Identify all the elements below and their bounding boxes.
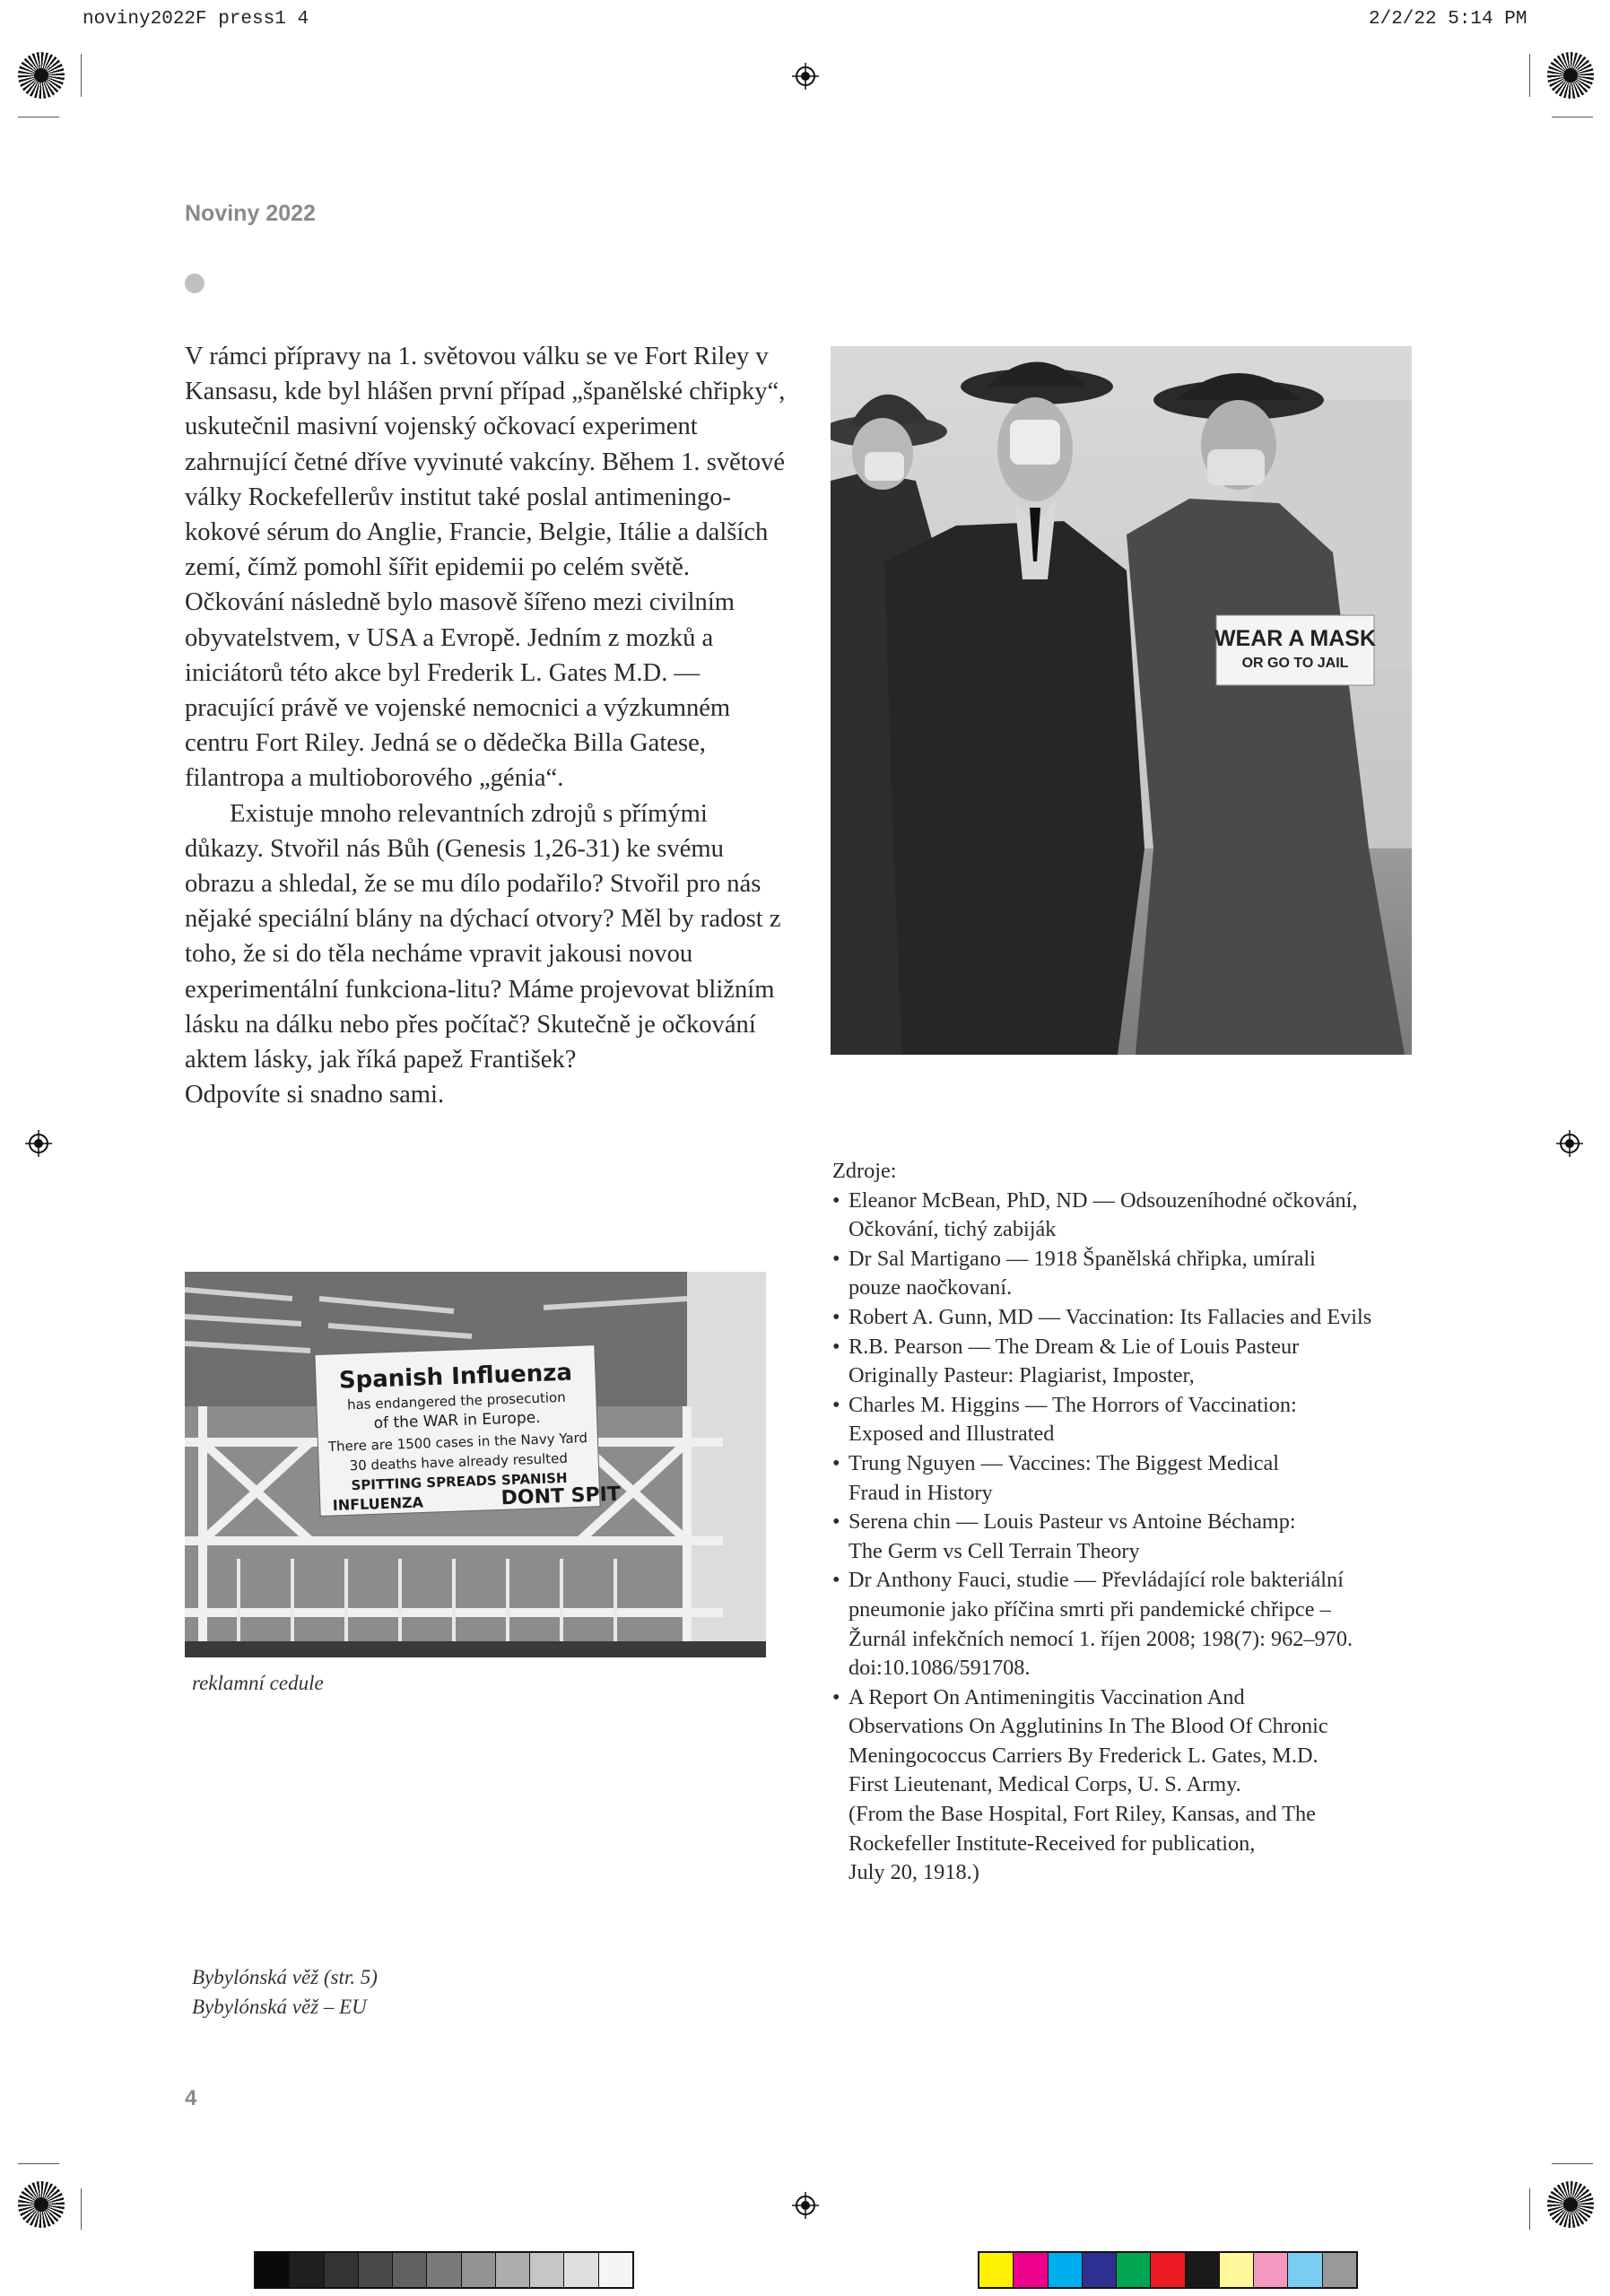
article-body bbox=[185, 339, 786, 1112]
sources-heading: Zdroje: bbox=[832, 1159, 897, 1183]
source-line: Exposed and Illustrated bbox=[849, 1422, 1055, 1447]
sources-list bbox=[832, 1187, 1433, 1888]
source-line: • Dr Anthony Fauci, studie — Převládající role bakteriální bbox=[849, 1568, 1344, 1593]
gray-swatch bbox=[393, 2253, 427, 2287]
billboard-line-2: of the WAR in Europe. bbox=[373, 1408, 541, 1433]
color-swatch bbox=[1254, 2253, 1288, 2287]
crosshair-left-icon bbox=[25, 1130, 52, 1157]
source-line: pneumonie jako příčina smrti při pandemické chřipce – bbox=[849, 1596, 1331, 1622]
billboard-line-5: SPITTING SPREADS SPANISH bbox=[351, 1469, 568, 1494]
bibliography-note bbox=[192, 1962, 378, 2022]
running-title: Noviny 2022 bbox=[185, 201, 316, 226]
color-swatch bbox=[1049, 2253, 1083, 2287]
source-item bbox=[832, 1566, 1433, 1683]
mask-sign-line-1: WEAR A MASK bbox=[1214, 626, 1377, 651]
color-swatch bbox=[1288, 2253, 1322, 2287]
mask-sign-line-2: OR GO TO JAIL bbox=[1241, 656, 1349, 671]
color-swatch bbox=[1083, 2253, 1117, 2287]
source-line: doi:10.1086/591708. bbox=[849, 1656, 1031, 1681]
source-line: Observations On Agglutinins In The Blood Of Chronic bbox=[849, 1714, 1328, 1739]
source-line: • Eleanor McBean, PhD, ND — Odsouzeníhodné očkování, bbox=[849, 1187, 1358, 1213]
crop-line bbox=[18, 2163, 59, 2164]
source-item bbox=[832, 1187, 1433, 1245]
source-line: (From the Base Hospital, Fort Riley, Kansas, and The bbox=[849, 1802, 1316, 1827]
gray-swatch bbox=[599, 2253, 632, 2287]
registration-mark-top-left-icon bbox=[18, 52, 65, 99]
registration-mark-bottom-left-icon bbox=[18, 2181, 65, 2228]
billboard-line-3: There are 1500 cases in the Navy Yard bbox=[327, 1430, 588, 1456]
slug-left: noviny2022F press1 4 bbox=[83, 9, 309, 30]
source-line: Žurnál infekčních nemocí 1. říjen 2008; 198(7): 962–970. bbox=[849, 1626, 1353, 1651]
billboard-title: Spanish Influenza bbox=[338, 1359, 573, 1395]
registration-mark-bottom-right-icon bbox=[1547, 2181, 1594, 2228]
slug-right: 2/2/22 5:14 PM bbox=[1369, 9, 1527, 30]
page-number: 4 bbox=[185, 2086, 197, 2110]
gray-swatch bbox=[564, 2253, 598, 2287]
source-item bbox=[832, 1449, 1433, 1508]
source-line: • A Report On Antimeningitis Vaccination And bbox=[849, 1684, 1245, 1709]
sources-block bbox=[832, 1157, 1433, 1888]
source-line: The Germ vs Cell Terrain Theory bbox=[849, 1538, 1140, 1563]
gray-calibration-strip bbox=[254, 2251, 634, 2289]
color-swatch bbox=[1323, 2253, 1356, 2287]
source-line: • Charles M. Higgins — The Horrors of Vaccination: bbox=[849, 1392, 1297, 1417]
color-calibration-strip bbox=[978, 2251, 1358, 2289]
source-line: July 20, 1918.) bbox=[849, 1860, 979, 1885]
source-item bbox=[832, 1245, 1433, 1303]
color-swatch bbox=[979, 2253, 1014, 2287]
crop-line bbox=[1529, 2188, 1530, 2230]
source-line: Rockefeller Institute-Received for publication, bbox=[849, 1831, 1256, 1856]
crop-line bbox=[81, 2188, 82, 2230]
billboard-line-1: has endangered the prosecution bbox=[346, 1388, 567, 1413]
gray-swatch bbox=[359, 2253, 393, 2287]
source-line: Fraud in History bbox=[849, 1480, 993, 1505]
section-dot bbox=[185, 274, 205, 293]
gray-swatch bbox=[325, 2253, 359, 2287]
color-swatch bbox=[1186, 2253, 1220, 2287]
photo-masked-men bbox=[831, 346, 1412, 1055]
body-paragraph-3: Odpovíte si snadno sami. bbox=[185, 1081, 445, 1109]
source-line: Meningococcus Carriers By Frederick L. Gates, M.D. bbox=[849, 1743, 1318, 1768]
bibliography-line-2: Bybylónská věž – EU bbox=[192, 1996, 367, 2018]
source-line: • R.B. Pearson — The Dream & Lie of Louis Pasteur bbox=[849, 1334, 1300, 1359]
billboard-line-6b: DONT SPIT bbox=[500, 1483, 622, 1510]
source-item bbox=[832, 1508, 1433, 1566]
crosshair-right-icon bbox=[1556, 1130, 1583, 1157]
body-paragraph-1: V rámci přípravy na 1. světovou válku se ve Fort Riley v Kansasu, kde byl hlášen první případ „španělské chřipky“, uskutečnil masivní vojenský očkovací experiment zahrnující četné dříve vyvinuté vakcíny. Během 1. světové války Rockefellerův institut také poslal antimeningo-kokové sérum do Anglie, Francie, Belgie, Itálie a dalších zemí, čímž pomohl šířit epidemii po celém světě. Očkování následně bylo masově šířeno mezi civilním obyvatelstvem, v USA a Evropě. Jedním z mozků a iniciátorů této akce byl Frederik L. Gates M.D. — pracující právě ve vojenské nemocnici a výzkumném centru Fort Riley. Jedná se o dědečka Billa Gatese, filantropa a multioborového „génia“. bbox=[185, 343, 786, 793]
source-line: Očkování, tichý zabiják bbox=[849, 1217, 1057, 1242]
gray-swatch bbox=[427, 2253, 461, 2287]
billboard-line-4: 30 deaths have already resulted bbox=[349, 1449, 569, 1474]
source-item bbox=[832, 1303, 1433, 1333]
gray-swatch bbox=[290, 2253, 324, 2287]
source-line: • Dr Sal Martigano — 1918 Španělská chřipka, umírali bbox=[849, 1246, 1316, 1271]
gray-swatch bbox=[496, 2253, 530, 2287]
color-swatch bbox=[1151, 2253, 1185, 2287]
source-item bbox=[832, 1683, 1433, 1888]
source-line: • Trung Nguyen — Vaccines: The Biggest Medical bbox=[849, 1450, 1280, 1475]
color-swatch bbox=[1220, 2253, 1254, 2287]
gray-swatch bbox=[462, 2253, 496, 2287]
source-item bbox=[832, 1391, 1433, 1449]
source-line: • Robert A. Gunn, MD — Vaccination: Its Fallacies and Evils bbox=[849, 1304, 1372, 1329]
crop-line bbox=[1552, 2163, 1593, 2164]
billboard-caption: reklamní cedule bbox=[192, 1672, 324, 1694]
source-line: First Lieutenant, Medical Corps, U. S. Army. bbox=[849, 1772, 1241, 1797]
color-swatch bbox=[1117, 2253, 1151, 2287]
crosshair-bottom-icon bbox=[792, 2192, 819, 2219]
crop-line bbox=[81, 54, 82, 97]
body-paragraph-2: Existuje mnoho relevantních zdrojů s přímými důkazy. Stvořil nás Bůh (Genesis 1,26-31) ke svému obrazu a shledal, že se mu dílo podařilo? Stvořil pro nás nějaké speciální blány na dýchací otvory? Měl by radost z toho, že si do těla necháme vpravit jakousi novou experimentální funkciona-litu? Máme projevovat bližním lásku na dálku nebo přes počítač? Skutečně je očkování aktem lásky, jak říká papež František? bbox=[185, 799, 781, 1074]
crop-line bbox=[1529, 54, 1530, 97]
gray-swatch bbox=[256, 2253, 290, 2287]
billboard-line-6a: INFLUENZA bbox=[332, 1493, 424, 1514]
crosshair-top-icon bbox=[792, 63, 819, 90]
color-swatch bbox=[1014, 2253, 1048, 2287]
source-line: • Serena chin — Louis Pasteur vs Antoine Béchamp: bbox=[849, 1509, 1296, 1535]
registration-mark-top-right-icon bbox=[1547, 52, 1594, 99]
source-line: pouze naočkovaní. bbox=[849, 1275, 1013, 1300]
photo-influenza-billboard bbox=[185, 1272, 766, 1657]
source-line: Originally Pasteur: Plagiarist, Imposter, bbox=[849, 1363, 1195, 1388]
source-item bbox=[832, 1333, 1433, 1391]
bibliography-line-1: Bybylónská věž (str. 5) bbox=[192, 1966, 378, 1988]
gray-swatch bbox=[530, 2253, 564, 2287]
